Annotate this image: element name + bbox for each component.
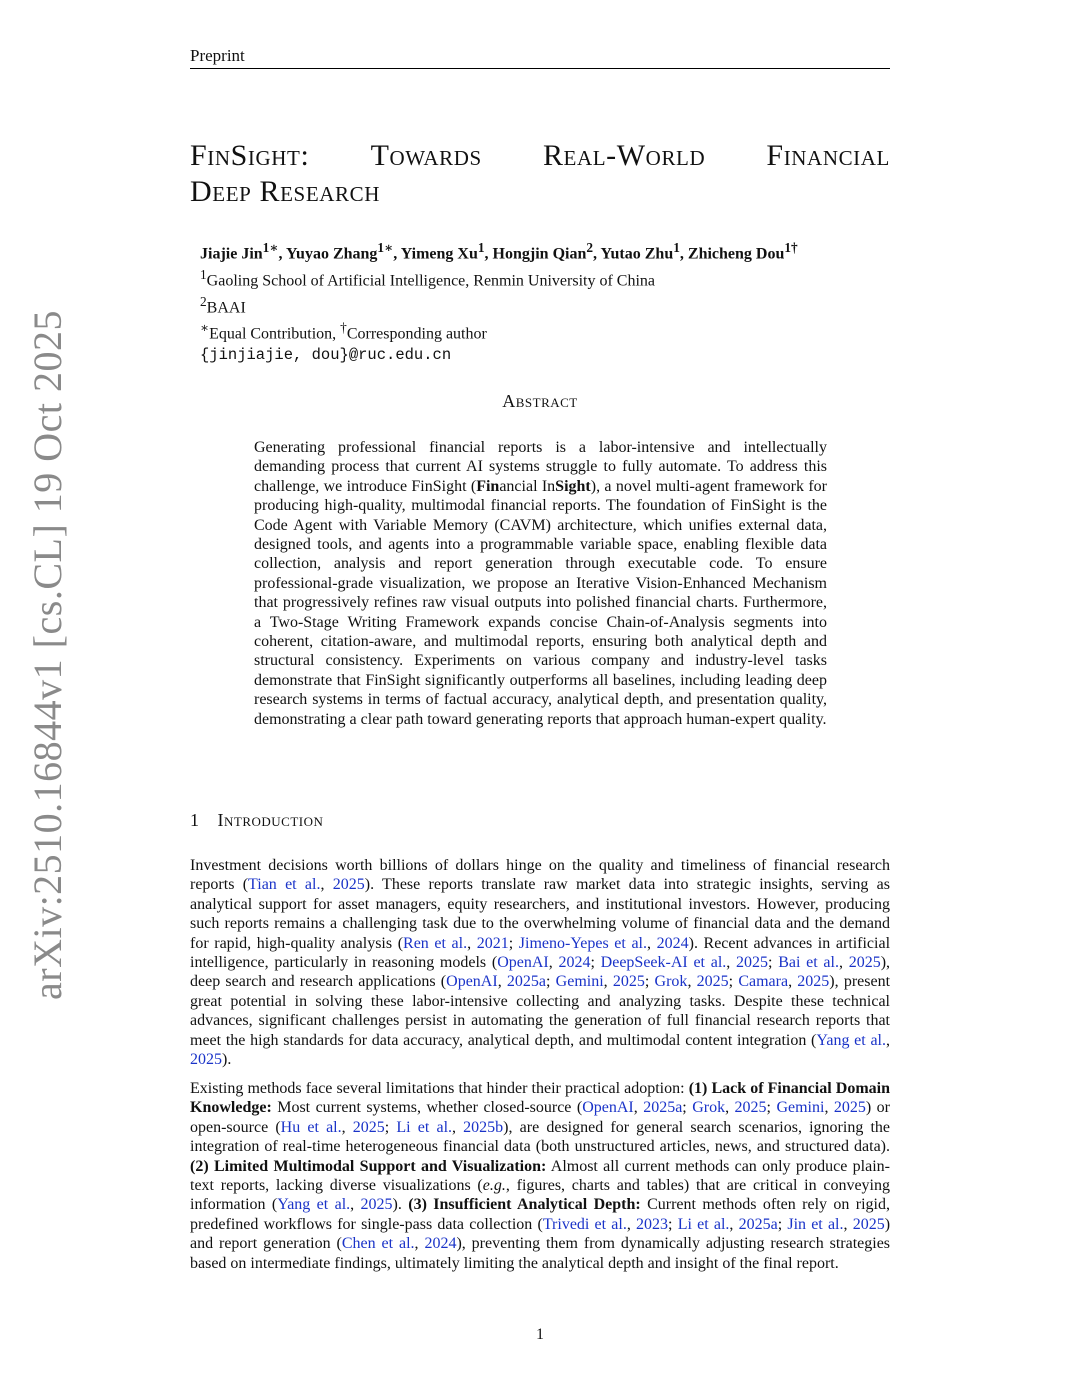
author-mark: 1	[673, 240, 680, 255]
citation-link[interactable]: Li et al.	[677, 1215, 730, 1233]
citation-link[interactable]: 2025	[360, 1196, 393, 1214]
citation-link[interactable]: Jimeno-Yepes et al.	[518, 934, 647, 952]
citation-link[interactable]: Yang et al.	[277, 1196, 351, 1214]
title-word: Towards	[370, 139, 482, 172]
citation-link[interactable]: Grok	[654, 973, 688, 991]
author-list: Jiajie Jin$^{1∗}$, Yuyao Zhang$^{1∗}$, Yimeng Xu$^1$, Hongjin Qian$^2$, Yutao Zhu$^1$, Zhicheng Dou$^{1\dagger}$	[200, 240, 798, 263]
author-name: Jiajie Jin	[200, 245, 263, 263]
author-notes: ∗Equal Contribution, †Corresponding author	[200, 320, 487, 343]
citation-link[interactable]: 2025b	[463, 1118, 504, 1136]
citation-link[interactable]: Hu et al.	[280, 1118, 342, 1136]
author-name: Yutao Zhu	[600, 245, 674, 263]
citation-link[interactable]: DeepSeek-AI et al.	[600, 954, 727, 972]
citation-link[interactable]: 2025	[332, 876, 365, 894]
citation-link[interactable]: OpenAI	[582, 1099, 634, 1117]
citation-link[interactable]: Chen et al.	[341, 1235, 415, 1253]
citation-link[interactable]: 2021	[476, 934, 509, 952]
citation-link[interactable]: 2025a	[738, 1215, 778, 1233]
citation-link[interactable]: Gemini	[555, 973, 604, 991]
title-line-2: Deep Research	[190, 175, 380, 208]
author-mark: 1∗	[262, 240, 279, 255]
abstract-heading: Abstract	[502, 391, 578, 411]
author-mark: 1	[477, 240, 485, 255]
author-block	[200, 238, 900, 366]
citation-link[interactable]: 2025	[852, 1215, 885, 1233]
citation-link[interactable]: 2025	[848, 954, 881, 972]
citation-link[interactable]: 2024	[558, 954, 591, 972]
arxiv-identifier: arXiv:2510.16844v1 [cs.CL] 19 Oct 2025	[25, 309, 70, 1000]
title-word: Financial	[766, 139, 890, 172]
author-name: Yuyao Zhang	[285, 245, 378, 263]
citation-link[interactable]: 2025	[352, 1118, 385, 1136]
title-word: Real-World	[542, 139, 706, 172]
contact-email[interactable]: {jinjiajie, dou}@ruc.edu.cn	[200, 346, 452, 365]
citation-link[interactable]: Jin et al.	[787, 1215, 844, 1233]
abstract-body: Generating professional financial reports is a labor-intensive and intellectually demanding process that current AI systems struggle to fully automate. To address this challenge, we introduce FinSight (Financial InSight), a novel multi-agent framework for producing high-quality, multimodal financial reports. The foundation of FinSight is the Code Agent with Variable Memory (CAVM) architecture, which unifies external data, designed tools, and agents into a programmable variable space, enabling flexible data collection, analysis and report generation through executable code. To ensure professional-grade visualization, we propose an Iterative Vision-Enhanced Mechanism that progressively refines raw visual outputs into polished financial charts. Furthermore, a Two-Stage Writing Framework expands concise Chain-of-Analysis segments into coherent, citation-aware, and multimodal reports, ensuring both analytical depth and structural consistency. Experiments on various company and industry-level tasks demonstrate that FinSight significantly outperforms all baselines, including leading deep research systems in terms of factual accuracy, analytical depth, and presentation quality, demonstrating a clear path toward generating reports that approach human-expert quality.	[254, 439, 828, 728]
citation-link[interactable]: 2023	[636, 1215, 669, 1233]
author-name: Zhicheng Dou	[687, 245, 785, 263]
citation-link[interactable]: 2025	[833, 1099, 866, 1117]
citation-link[interactable]: 2025	[612, 973, 645, 991]
citation-link[interactable]: 2025	[797, 973, 830, 991]
running-header: Preprint	[190, 46, 890, 69]
citation-link[interactable]: Trivedi et al.	[542, 1215, 627, 1233]
author-name: Hongjin Qian	[492, 245, 587, 263]
author-name: Yimeng Xu	[400, 245, 478, 263]
section-number: 1	[190, 810, 200, 830]
citation-link[interactable]: Ren et al.	[403, 934, 468, 952]
citation-link[interactable]: Yang et al.	[816, 1031, 886, 1049]
author-mark: 1∗	[377, 240, 394, 255]
author-mark: 2	[586, 240, 594, 255]
citation-link[interactable]: 2025	[734, 1099, 767, 1117]
citation-link[interactable]: 2025	[736, 954, 769, 972]
citation-link[interactable]: 2024	[656, 934, 689, 952]
title-line-1	[190, 138, 890, 174]
citation-link[interactable]: Tian et al.	[248, 876, 321, 894]
citation-link[interactable]: Bai et al.	[778, 954, 839, 972]
affiliation: $^1$Gaoling School of Artificial Intelligence, Renmin University of China	[200, 266, 656, 290]
citation-link[interactable]: Gemini	[776, 1099, 825, 1117]
citation-link[interactable]: 2025a	[506, 973, 547, 991]
paper-title	[190, 138, 890, 210]
section-heading	[190, 810, 323, 831]
citation-link[interactable]: Grok	[692, 1099, 726, 1117]
citation-link[interactable]: 2025	[696, 973, 729, 991]
citation-link[interactable]: Camara	[738, 973, 789, 991]
affiliation: $^2$BAAI	[200, 293, 246, 316]
page-number: 1	[536, 1326, 544, 1343]
section-title: Introduction	[217, 810, 324, 830]
intro-paragraph-1: Investment decisions worth billions of dollars hinge on the quality and timeliness of financial research reports (Tian et al., 2025). These reports translate raw market data into strategic insights, serving as analytical support for asset managers, equity researchers, and institutional investors. However, producing such reports remains a challenging task due to the overwhelming volume of financial data and the demand for rapid, high-quality analysis (Ren et al., 2021; Jimeno-Yepes et al., 2024). Recent advances in artificial intelligence, particularly in reasoning models (OpenAI, 2024; DeepSeek-AI et al., 2025; Bai et al., 2025), deep search and research applications (OpenAI, 2025a; Gemini, 2025; Grok, 2025; Camara, 2025), present great potential in solving these labor-intensive collecting and analyzing tasks. Despite these technical advances, significant challenges persist in automating the generation of full financial research reports that meet the high standards for data accuracy, analytical depth, and multimodal content integration (Yang et al., 2025).	[190, 857, 891, 1069]
citation-link[interactable]: 2024	[424, 1235, 457, 1253]
citation-link[interactable]: 2025a	[643, 1099, 683, 1117]
citation-link[interactable]: OpenAI	[497, 954, 549, 972]
citation-link[interactable]: OpenAI	[446, 973, 498, 991]
intro-paragraph-2: Existing methods face several limitations that hinder their practical adoption: (1) Lack of Financial Domain Knowledge: Most current systems, whether closed-source (OpenAI, 2025a; Grok, 2025; Gemini, 2025) or open-source (Hu et al., 2025; Li et al., 2025b), are designed for general search scenarios, ignoring the integration of real-time heterogeneous financial data (both unstructured articles, news, and structured data). (2) Limited Multimodal Support and Visualization: Almost all current methods can only produce plain-text reports, lacking diverse visualizations (e.g., figures, charts and tables) that are critical in conveying information (Yang et al., 2025). (3) Insufficient Analytical Depth: Current methods often rely on rigid, predefined workflows for single-pass data collection (Trivedi et al., 2023; Li et al., 2025a; Jin et al., 2025) and report generation (Chen et al., 2024), preventing them from dynamically adjusting research strategies based on intermediate findings, ultimately limiting the analytical depth and insight of the final report.	[190, 1080, 891, 1272]
citation-link[interactable]: 2025	[190, 1051, 222, 1069]
title-word: FinSight:	[190, 139, 310, 172]
citation-link[interactable]: Li et al.	[396, 1118, 453, 1136]
author-mark: 1†	[784, 240, 798, 255]
